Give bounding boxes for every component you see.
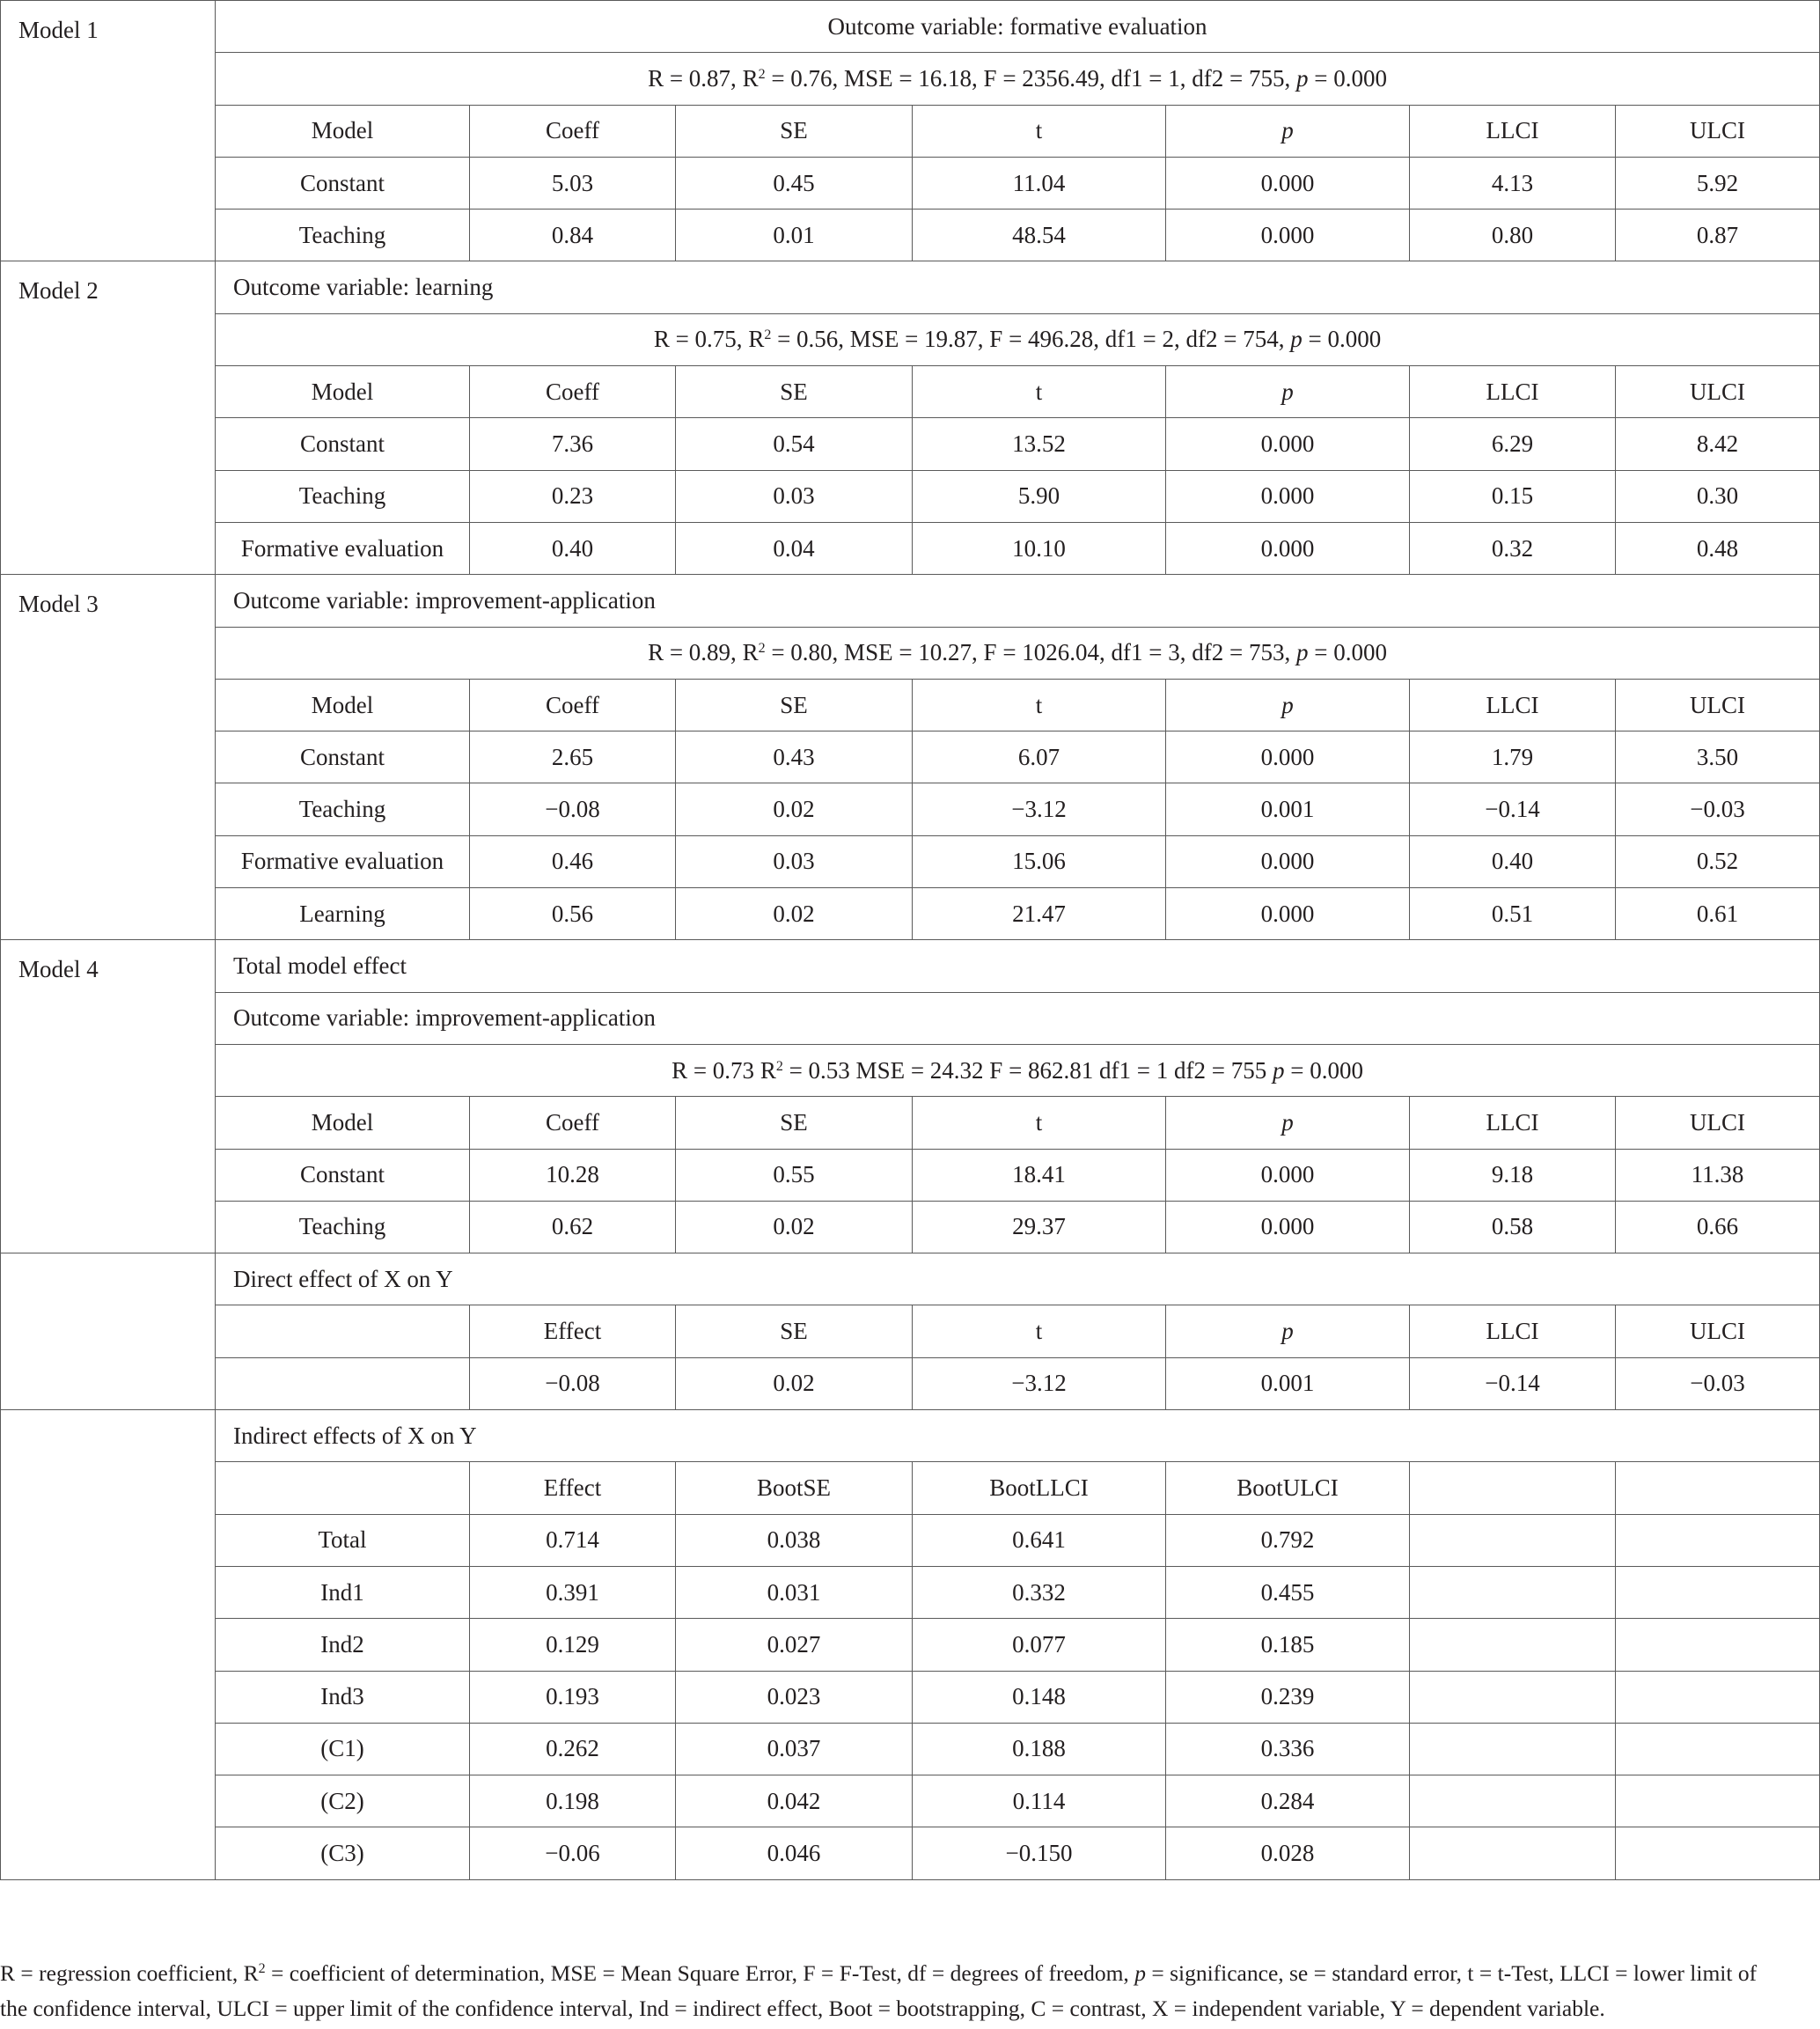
empty-cell — [1616, 1619, 1820, 1671]
indirect-effects-title: Indirect effects of X on Y — [216, 1410, 1820, 1462]
column-header: Effect — [470, 1305, 676, 1357]
table-cell: 0.239 — [1166, 1671, 1410, 1723]
table-cell: 0.185 — [1166, 1619, 1410, 1671]
table-cell: 0.077 — [913, 1619, 1166, 1671]
table-row — [1, 53, 1820, 105]
table-header-row — [1, 679, 1820, 731]
empty-cell — [1616, 1775, 1820, 1827]
column-header: LLCI — [1410, 1305, 1616, 1357]
table-cell: 0.54 — [676, 418, 913, 470]
model-3-outcome: Outcome variable: improvement-application — [216, 575, 1820, 627]
table-cell: 0.284 — [1166, 1775, 1410, 1827]
table-cell: −0.03 — [1616, 783, 1820, 835]
model-2-label: Model 2 — [1, 261, 216, 575]
row-label: Total — [216, 1514, 470, 1566]
row-label: Constant — [216, 1149, 470, 1201]
empty-cell — [1410, 1827, 1616, 1879]
empty-cell — [216, 1357, 470, 1409]
empty-cell — [1616, 1514, 1820, 1566]
empty-cell — [1410, 1671, 1616, 1723]
row-label: (C1) — [216, 1723, 470, 1775]
table-cell: 0.80 — [1410, 210, 1616, 261]
table-cell: 0.000 — [1166, 210, 1410, 261]
table-cell: 0.000 — [1166, 835, 1410, 887]
table-row — [1, 1253, 1820, 1305]
table-header-row — [1, 105, 1820, 157]
table-cell: 0.000 — [1166, 157, 1410, 209]
empty-cell — [1410, 1462, 1616, 1514]
row-label: Formative evaluation — [216, 835, 470, 887]
table-cell: 6.07 — [913, 731, 1166, 783]
table-cell: 11.04 — [913, 157, 1166, 209]
row-label: Ind1 — [216, 1566, 470, 1618]
table-cell: 5.90 — [913, 470, 1166, 522]
model-2-stats: R = 0.75, $R^2 = 0.56$, MSE = 19.87, F = 496.28, df1 = 2, df2 = 754, p = 0.000 — [216, 313, 1820, 365]
column-header: LLCI — [1410, 366, 1616, 418]
column-header: LLCI — [1410, 1097, 1616, 1149]
table-cell: 0.114 — [913, 1775, 1166, 1827]
column-header: Model — [216, 1097, 470, 1149]
model-3-label: Model 3 — [1, 575, 216, 940]
table-cell: 0.027 — [676, 1619, 913, 1671]
column-header: Model — [216, 679, 470, 731]
model-4-label: Model 4 — [1, 940, 216, 1253]
table-cell: 0.714 — [470, 1514, 676, 1566]
column-header: p — [1166, 105, 1410, 157]
table-cell: 0.66 — [1616, 1201, 1820, 1253]
table-row — [1, 1671, 1820, 1723]
column-header: BootULCI — [1166, 1462, 1410, 1514]
column-header: t — [913, 1097, 1166, 1149]
table-cell: 0.51 — [1410, 888, 1616, 940]
table-row — [1, 575, 1820, 627]
table-cell: 0.02 — [676, 1357, 913, 1409]
table-cell: −0.150 — [913, 1827, 1166, 1879]
table-cell: 0.336 — [1166, 1723, 1410, 1775]
column-header: SE — [676, 366, 913, 418]
table-cell: 0.000 — [1166, 888, 1410, 940]
column-header: SE — [676, 1305, 913, 1357]
table-cell: 0.000 — [1166, 418, 1410, 470]
row-label: Teaching — [216, 210, 470, 261]
table-cell: −0.08 — [470, 783, 676, 835]
table-cell: 0.02 — [676, 888, 913, 940]
table-cell: 5.92 — [1616, 157, 1820, 209]
table-cell: 10.28 — [470, 1149, 676, 1201]
table-cell: 9.18 — [1410, 1149, 1616, 1201]
table-cell: 0.40 — [470, 522, 676, 574]
table-cell: 0.45 — [676, 157, 913, 209]
table-cell: 3.50 — [1616, 731, 1820, 783]
row-label: Constant — [216, 731, 470, 783]
table-cell: 0.40 — [1410, 835, 1616, 887]
table-cell: 18.41 — [913, 1149, 1166, 1201]
table-cell: 29.37 — [913, 1201, 1166, 1253]
table-cell: −3.12 — [913, 783, 1166, 835]
table-cell: 0.55 — [676, 1149, 913, 1201]
table-row — [1, 835, 1820, 887]
table-cell: 0.193 — [470, 1671, 676, 1723]
table-row — [1, 522, 1820, 574]
empty-cell — [1616, 1671, 1820, 1723]
table-cell: 0.391 — [470, 1566, 676, 1618]
table-cell: 0.001 — [1166, 1357, 1410, 1409]
table-cell: 0.15 — [1410, 470, 1616, 522]
table-row — [1, 783, 1820, 835]
table-cell: 0.037 — [676, 1723, 913, 1775]
table-cell: 0.129 — [470, 1619, 676, 1671]
table-cell: 0.641 — [913, 1514, 1166, 1566]
table-cell: 0.000 — [1166, 522, 1410, 574]
table-cell: 0.43 — [676, 731, 913, 783]
model-4-outcome: Outcome variable: improvement-application — [216, 992, 1820, 1044]
column-header: Coeff — [470, 679, 676, 731]
table-cell: 6.29 — [1410, 418, 1616, 470]
row-label: Learning — [216, 888, 470, 940]
row-label: Ind2 — [216, 1619, 470, 1671]
empty-cell — [1410, 1775, 1616, 1827]
table-row — [1, 627, 1820, 679]
table-row — [1, 1775, 1820, 1827]
table-row — [1, 1514, 1820, 1566]
column-header: LLCI — [1410, 679, 1616, 731]
model-4-stats: R = 0.73 $R^2 = 0.53$ MSE = 24.32 F = 862.81 df1 = 1 df2 = 755 p = 0.000 — [216, 1044, 1820, 1096]
table-cell: 13.52 — [913, 418, 1166, 470]
table-row — [1, 470, 1820, 522]
column-header: Model — [216, 366, 470, 418]
table-row — [1, 1149, 1820, 1201]
table-cell: 0.046 — [676, 1827, 913, 1879]
column-header: p — [1166, 679, 1410, 731]
table-cell: −0.14 — [1410, 1357, 1616, 1409]
model-1-label: Model 1 — [1, 1, 216, 261]
table-cell: 0.56 — [470, 888, 676, 940]
table-cell: 0.023 — [676, 1671, 913, 1723]
table-row — [1, 1201, 1820, 1253]
row-label: Ind3 — [216, 1671, 470, 1723]
column-header: Model — [216, 105, 470, 157]
empty-cell — [1410, 1723, 1616, 1775]
table-cell: 0.52 — [1616, 835, 1820, 887]
table-cell: 5.03 — [470, 157, 676, 209]
table-cell: 0.000 — [1166, 470, 1410, 522]
table-row — [1, 992, 1820, 1044]
column-header: ULCI — [1616, 1305, 1820, 1357]
empty-cell — [1410, 1619, 1616, 1671]
table-row — [1, 1566, 1820, 1618]
column-header: LLCI — [1410, 105, 1616, 157]
row-label: (C3) — [216, 1827, 470, 1879]
row-label: (C2) — [216, 1775, 470, 1827]
column-header: t — [913, 105, 1166, 157]
table-cell: 11.38 — [1616, 1149, 1820, 1201]
table-cell: 21.47 — [913, 888, 1166, 940]
table-cell: 0.23 — [470, 470, 676, 522]
column-header: BootLLCI — [913, 1462, 1166, 1514]
table-row — [1, 731, 1820, 783]
table-row — [1, 210, 1820, 261]
table-cell: 0.262 — [470, 1723, 676, 1775]
table-row — [1, 1044, 1820, 1096]
table-header-row — [1, 1305, 1820, 1357]
table-cell: 0.148 — [913, 1671, 1166, 1723]
table-cell: 0.042 — [676, 1775, 913, 1827]
empty-cell — [1616, 1566, 1820, 1618]
table-cell: 0.48 — [1616, 522, 1820, 574]
table-cell: 0.58 — [1410, 1201, 1616, 1253]
table-cell: 4.13 — [1410, 157, 1616, 209]
table-cell: −0.06 — [470, 1827, 676, 1879]
column-header: t — [913, 366, 1166, 418]
empty-label-cell — [1, 1253, 216, 1410]
table-cell: 0.87 — [1616, 210, 1820, 261]
table-cell: 0.03 — [676, 470, 913, 522]
table-row — [1, 313, 1820, 365]
table-cell: −0.14 — [1410, 783, 1616, 835]
table-cell: 0.031 — [676, 1566, 913, 1618]
row-label: Constant — [216, 418, 470, 470]
table-cell: 0.62 — [470, 1201, 676, 1253]
table-cell: 0.46 — [470, 835, 676, 887]
table-cell: 0.000 — [1166, 731, 1410, 783]
table-cell: 0.001 — [1166, 783, 1410, 835]
column-header: SE — [676, 105, 913, 157]
table-row — [1, 418, 1820, 470]
table-row — [1, 940, 1820, 992]
model-3-stats: R = 0.89, $R^2 = 0.80$, MSE = 10.27, F = 1026.04, df1 = 3, df2 = 753, p = 0.000 — [216, 627, 1820, 679]
column-header: t — [913, 679, 1166, 731]
table-cell: 0.84 — [470, 210, 676, 261]
table-cell: 0.03 — [676, 835, 913, 887]
column-header: ULCI — [1616, 366, 1820, 418]
table-row — [1, 888, 1820, 940]
table-header-row — [1, 366, 1820, 418]
table-cell: 15.06 — [913, 835, 1166, 887]
row-label: Teaching — [216, 470, 470, 522]
table-cell: 0.188 — [913, 1723, 1166, 1775]
column-header: Effect — [470, 1462, 676, 1514]
table-cell: 0.332 — [913, 1566, 1166, 1618]
column-header: Coeff — [470, 105, 676, 157]
table-cell: 0.02 — [676, 1201, 913, 1253]
row-label: Formative evaluation — [216, 522, 470, 574]
table-cell: 7.36 — [470, 418, 676, 470]
table-cell: 0.01 — [676, 210, 913, 261]
empty-cell — [216, 1462, 470, 1514]
table-cell: 0.198 — [470, 1775, 676, 1827]
empty-cell — [1410, 1514, 1616, 1566]
column-header: Coeff — [470, 1097, 676, 1149]
table-cell: 8.42 — [1616, 418, 1820, 470]
column-header: ULCI — [1616, 679, 1820, 731]
row-label: Teaching — [216, 783, 470, 835]
column-header: ULCI — [1616, 105, 1820, 157]
table-footnote: R = regression coefficient, $R^2$ = coefficient of determination, MSE = Mean Square Error, F = F-Test, df = degrees of freedom, p = significance, se = standard error, t = t-Test, LLCI = lower limit of the confidence interval, ULCI = upper limit of the confidence interval, Ind = indirect effect, Boot = bootstrapping, C = contrast, X = independent variable, Y = dependent variable. — [0, 1960, 1758, 2021]
column-header: SE — [676, 1097, 913, 1149]
model-1-outcome: Outcome variable: formative evaluation — [216, 1, 1820, 53]
table-cell: 0.028 — [1166, 1827, 1410, 1879]
table-cell: 0.000 — [1166, 1201, 1410, 1253]
table-row — [1, 1619, 1820, 1671]
empty-label-cell — [1, 1410, 216, 1880]
table-cell: 0.61 — [1616, 888, 1820, 940]
table-row — [1, 1357, 1820, 1409]
table-row — [1, 1827, 1820, 1879]
table-row — [1, 157, 1820, 209]
direct-effect-title: Direct effect of X on Y — [216, 1253, 1820, 1305]
table-cell: 1.79 — [1410, 731, 1616, 783]
table-row — [1, 1, 1820, 53]
table-cell: −3.12 — [913, 1357, 1166, 1409]
table-cell: 48.54 — [913, 210, 1166, 261]
model-1-stats: R = 0.87, $R^2 = 0.76$, MSE = 16.18, F = 2356.49, df1 = 1, df2 = 755, p = 0.000 — [216, 53, 1820, 105]
table-cell: 0.30 — [1616, 470, 1820, 522]
table-cell: 0.02 — [676, 783, 913, 835]
table-header-row — [1, 1462, 1820, 1514]
column-header: ULCI — [1616, 1097, 1820, 1149]
table-cell: 0.000 — [1166, 1149, 1410, 1201]
model-2-outcome: Outcome variable: learning — [216, 261, 1820, 313]
empty-cell — [1616, 1462, 1820, 1514]
table-cell: 10.10 — [913, 522, 1166, 574]
empty-cell — [1616, 1827, 1820, 1879]
table-cell: 0.455 — [1166, 1566, 1410, 1618]
table-cell: 0.792 — [1166, 1514, 1410, 1566]
column-header: p — [1166, 1097, 1410, 1149]
table-cell: −0.08 — [470, 1357, 676, 1409]
table-cell: 0.32 — [1410, 522, 1616, 574]
row-label: Teaching — [216, 1201, 470, 1253]
table-row — [1, 1723, 1820, 1775]
table-header-row — [1, 1097, 1820, 1149]
table-cell: 0.038 — [676, 1514, 913, 1566]
row-label: Constant — [216, 157, 470, 209]
empty-cell — [1410, 1566, 1616, 1618]
column-header: p — [1166, 1305, 1410, 1357]
table-cell: 0.04 — [676, 522, 913, 574]
column-header: SE — [676, 679, 913, 731]
table-row — [1, 261, 1820, 313]
table-cell: −0.03 — [1616, 1357, 1820, 1409]
column-header: BootSE — [676, 1462, 913, 1514]
column-header: p — [1166, 366, 1410, 418]
column-header: t — [913, 1305, 1166, 1357]
table-row — [1, 1410, 1820, 1462]
column-header: Coeff — [470, 366, 676, 418]
model-4-section: Total model effect — [216, 940, 1820, 992]
empty-cell — [1616, 1723, 1820, 1775]
table-cell: 2.65 — [470, 731, 676, 783]
empty-cell — [216, 1305, 470, 1357]
